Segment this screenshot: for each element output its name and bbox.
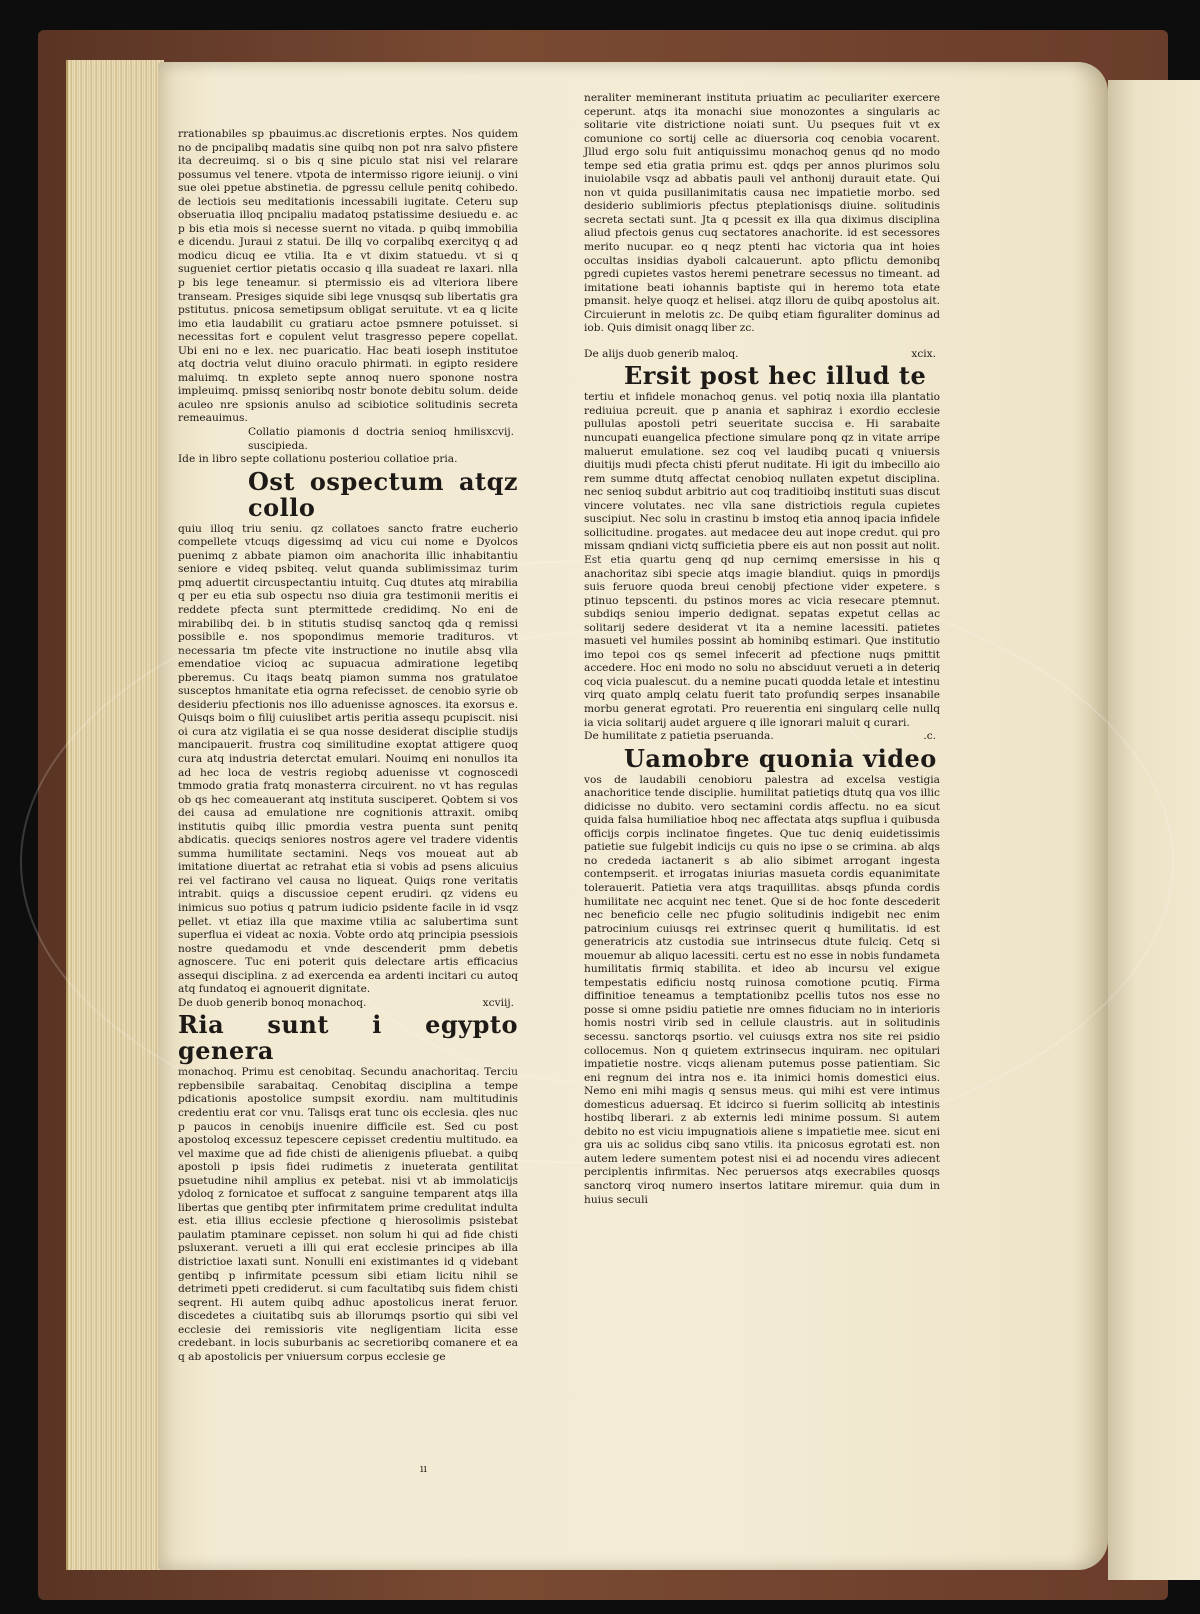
right-subheading-2-label: De humilitate z patietia pseruanda. xyxy=(584,730,774,743)
right-heading-2: Uamobre quonia video xyxy=(624,743,937,773)
right-subheading-1-number: xcix. xyxy=(911,347,936,360)
left-subheading-1-note: Ide in libro septe collationu posteriou collatioe pria. xyxy=(178,453,458,466)
facing-page xyxy=(1108,80,1200,1580)
left-paragraph-2: quiu illoq triu seniu. qz collatoes sancto fratre eucherio compellete vtcuqs digessimq ad vicu cui nome e Dyolcos puenimq z abbate piamon oim anachorita illic inhabitantiu seniore e videq psbiteq. velut quanda sublimissimaz turim pmq aduertit circuspectantiu intuitq. Cuq dtutes atq mirabilia q per eu etia sub ospectu nso diuia gra testimonii meritis ei reddete pfecta sunt ptermittede credidimq. No eni de mirabilibq dei. b in stitutis studisq sanctoq qda q remissi possibile e. nos spopondimus memorie tradituros. vt necessaria tm pfecte vite instructione no inutile absq vlla emendatioe vicioq ac supuacua admiratione legetibq pberemus. Cu itaqs beatq piamon summa nos gratulatoe susceptos hmanitate etia ogrna refecisset. de cenobio syrie ob desideriu pfectionis nos illo aduenisse agnosces. ita exorsus e. Quisqs boim o filij cuiuslibet artis peritia assequ pcupiscit. nisi oi cura atz vigilatia ei se qua nosse desiderat disciplie studijs mancipauerit. frustra coq similitudine exoptat attigere quoq cura atq industria deterctat emulari. Nouimq eni nonullos ita ad hec loca de vestris regiobq aduenisse vt cognoscedi tmmodo gratia fratq monasterra circuirent. no vt has regulas ob qs hec comeauerant atq instituta susciperet. Qobtem si vos dei causa ad emulatione nre cognitionis attraxit. omibq institutis quibq illic pmordia vestra puenta sunt penitq abdicatis. queciqs seniores nostros agere vel tradere videntis summa humilitate sectamini. Neqs vos moueat aut ab imitatione diuertat ac retrahat etia si vobis ad psens alicuius rei vel factirano vel causa no liqueat. Quiqs rone veritatis intrabit. quiqs a discussioe cepent erudiri. qz videns eu inimicus suo potius q patrum iudicio psidente facile in id vsqz pellet. vt etiaz illa que maxime vtilia ac salubertima sunt superflua ei videat ac noxia. Vobte ordo atq principia psessiois nostre quedamodu et vnde descenderit pmm debetis agnoscere. Tuc eni poterit quis delectare artis efficacius assequi disciplina. z ad exercenda ea ardenti incitari cu autoq atq fundatoq ei agnouerit dignitate. xyxy=(178,522,518,996)
page-marker: ıı xyxy=(420,1462,428,1475)
right-paragraph-3: vos de laudabili cenobioru palestra ad excelsa vestigia anachoritice tende disciplie. humilitat patietiqs dtutq qua vos illic didicisse no dubito. vero sectamini cordis affectu. no ea sicut quida falsa humiliatioe hboq nec affectata atqs supflua i quibusda officijs corpis inclinatoe fingetes. Que tuc deniq euidetissimis patietie sue fulgebit indicijs cu quis no ipse o se crimina. ab alqs no crededa iactanerit s ab alio sibimet arrogant ingesta contempserit. et irrogatas iniurias masueta cordis equanimitate tolerauerit. Patietia vera atqs traquillitas. absqs pfunda cordis humilitate nec acquint nec tenet. Que si de hoc fonte descederit nec beneficio celle nec pfugio solitudinis indigebit nec enim patrocinium cuiusqs rei extrinsec querit q humilitatis. id est generatricis atz custodia sue intrinsecus dtute fulciq. Cetq si mouemur ab aliquo lacessiti. certu est no esse in nobis fundameta humilitatis firmiq stabilita. et ideo ab incursu vel exigue tempestatis edificiu nostq ruinosa comotione pcutiq. Firma diffinitioe teneamus a temptationibz pcellis tutos nos esse no posse si omne psidiu patietie nre omnes fiduciam no in interioris homis nostri virib sed in cellule claustris. aut in solitudinis secessu. sanctorqs psortio. vel cuiusqs extra nos site rei psidio collocemus. Non q quietem extrinsecus inquiram. nec opitulari impatietie nostre. vicqs alienam putemus posse patientiam. Sic eni regnum dei intra nos e. ita inimici homis domestici eius. Nemo eni mihi magis q sensus meus. qui mihi est vere intimus domesticus aduersaq. Et idcirco si fuerim sollicitq ab intestinis hostibq liberari. z ab externis ledi minime possum. Si autem debito no est viciu impugnatiois aliene s impatietie mee. sicut eni gra uis ac solidus cibq sano vtilis. ita pnicosus egrotati est. non autem ledere sumentem potest nisi ei ad nocendu vires adiecent perciplentis infirmitas. Nec peruersos atqs execrabiles quosqs sanctorq viroq numero insertos latitare miremur. quia dum in huius seculi xyxy=(584,773,940,1206)
left-heading-1: Ost ospectum atqz collo xyxy=(248,466,518,522)
left-subheading-1-number: xcvij. xyxy=(486,426,514,439)
left-paragraph-3: monachoq. Primu est cenobitaq. Secundu anachoritaq. Terciu repbensibile sarabaitaq. Cenobitaq disciplina a tempe pdicationis apostolice sumpsit exordiu. nam multitudinis credentiu erat cor vnu. Talisqs erat tunc ois ecclesia. qles nuc p paucos in cenobijs inuenire difficile est. Sed cu post apostoloq excessuz tepescere cepisset credentiu multitudo. ea vel maxime que ad fide chisti de alienigenis pfluebat. a quibq apostoli p ipsis fidei rudimetis z inueterata gentilitat psuetudine nihil amplius ex petebat. nisi vt ab immolaticijs ydoloq z fornicatoe et suffocat z sanguine temparent atqs illa libertas que gentibq pter infirmitatem prime credulitat indulta est. etia illius ecclesie pfectione q hierosolimis psistebat paulatim ptaminare cepisset. non solum hi qui ad fide chisti psluxerant. verueti a illi qui erat ecclesie principes ab illa districtioe laxati sunt. Nonulli eni existimantes id q videbant gentibq p infirmitate pcessum sibi etiam licitu nihil se detrimeti ppeti crediderut. si cum facultatibq suis fidem chisti seqrent. Hi autem quibq adhuc apostolicus inerat feruor. discedetes a ciuitatibq suis ab illorumqs psortio qui sibi vel ecclesie dei remissioris vite negligentiam licita esse credebant. in locis suburbanis ac secretioribq comanere et ea q ab apostolicis per vniuersum corpus ecclesie ge xyxy=(178,1066,518,1363)
left-subheading-1 xyxy=(178,426,518,453)
left-column xyxy=(178,128,518,1364)
left-paragraph-1: rrationabiles sp pbauimus.ac discretionis erptes. Nos quidem no de pncipalibq madatis sine quibq non pot nra salvo pfistere ita decreuimq. si o bis q sine piculo stat nisi vel relarare possumus vel tenere. vtpota de intermisso rigore ieiunij. o vini sue olei ppetue abstinetia. de pgressu cellule penitq cohibedo. de lectiois seu meditationis incessabili iugitate. Ceteru sup obseruatia illoq pncipaliu madatoq pstatissime desiuedu e. ac p bis etia mois si necesse suernt no vitada. p quibq immobilia e dicendu. Juraui z statui. De illq vo corpalibq exercityq q ad modicu dicuq ee vtilia. Ita e vt dixim statuedu. vt si q sugueniet certior pietatis occasio q illa suadeat re laxari. nlla p bis lege teneamur. si ptermissio eis ad vlteriora libere transeam. Presiges siquide sibi lege vnusqsq sub libertatis gra pstitutus. pnicosa semetipsum obligat seruitute. vt ea q licite imo etia laudabilit cu gratiaru actoe psmnere potuisset. si necessitas fort e copulent velut trasgresso pepere copellat. Ubi eni no e lex. nec puaricatio. Hac beati ioseph institutoe atq doctria velut diuino oraculo phirmati. in egipto residere maluimq. tn expleto septe annoq nuero sponone nostra impleuimq. pmissq senioribq nostr bonote debitu solum. deide aculeo nre spsionis anulso ad scibiotice solitudinis secreta remeauimus. xyxy=(178,128,518,425)
right-paragraph-1: neraliter meminerant instituta priuatim ac peculiariter exercere ceperunt. atqs ita monachi siue monozontes a singularis ac solitarie vite districtione noiati sunt. Uu pseques fuit vt ex comunione co sortij celle ac diuersoria coq cenobia vocarent. Jllud ergo solu fuit antiquissimu monachoq genus qd no modo tempe sed etia gratia primu est. qdqs per annos plurimos solu inuiolabile vsqz ad abbatis pauli vel anthonij durauit etate. Qui non vt quida pusillanimitatis causa nec impatietie morbo. sed desiderio sublimioris pfectus pteplationisqs diuine. solitudinis secreta sectati sunt. Jta q pcessit ex illa qua diximus disciplina aliud pfectois genus cuq sectatores anachorite. id est secessores merito nucupar. eo q neqz ptenti hac victoria qua int hoies occultas insidias dyaboli calcauerunt. apto pflictu demonibq pgredi cupietes vastos heremi penetrare secessus no timeant. ad imitatione beati iohannis baptiste qui in heremo tota etate pmansit. helye quoqz et helisei. atqz illoru de quibq apostolus ait. Circuierunt in melotis zc. De quibq etiam figuraliter dominus ad iob. Quis dimisit onagq liber zc. xyxy=(584,92,940,335)
right-subheading-1-label: De alijs duob generib maloq. xyxy=(584,347,739,360)
right-heading-1: Ersit post hec illud te xyxy=(624,361,927,391)
left-subheading-2-number: xcviij. xyxy=(482,996,514,1009)
left-subheading-2-label: De duob generib bonoq monachoq. xyxy=(178,996,367,1009)
left-heading-2: Ria sunt i egypto genera xyxy=(178,1010,518,1066)
right-paragraph-2: tertiu et infidele monachoq genus. vel potiq noxia illa plantatio rediuiua pcreuit. que p anania et saphiraz i exordio ecclesie pullulas apostoli petri seueritate succisa e. Hi sarabaite nuncupati euangelica pfectione simulare ponq qz in vitate arripe maluerut emulatione. sez coq vel laudibq pucati q vniuersis diuitijs mudi pfecta chisti pferut nuditate. Hi igit du imbecillo aio rem summe dtutq affectat cenobioq nullaten expetut disciplina. nec senioq subdut arbitrio aut coq traditioibq instituti suas discut vincere volutates. nec vlla sane districtiois regula cupietes suscipiut. Nec solu in crastinu b imstoq etia annoq ipacia infidele sollicitudine. progates. aut medacee deu aut inope credut. qui pro missam qndiani victq sufficietia pbere eis aut non possit aut nolit. Est etia quartu genq qd nup cernimq emersisse in his q anachoritaz sibi specie atqs imagie blandiut. quiqs in pmordijs suis feruore quoda breui cenobij pfectione vider expetere. s ptinuo tepscenti. du pstinos mores ac vicia resecare ptemnut. subdiqs seniou imperio dedignat. sepatas expetut cellas ac solitarij sedere desiderat vt ita a nemine lacessiti. patietes masueti vel humiles possint ab hominibq estimari. Que institutio imo tepoi cos qs semel infecerit ad pfectione nuqs pmittit accedere. Hoc eni modo no solu no absciduut verueti a in deteriq coq vicia pualescut. du a nemine pucati quodda letale et intestinu virq quato amplq celatu fuerit tato profundiq serpes insanabile morbu generat egrotati. Pro reuerentia eni singularq celle nullq ia vicia solitarij audet arguere q ille ignorari maluit q curari. xyxy=(584,391,940,729)
page-edges xyxy=(66,60,164,1570)
right-column xyxy=(584,92,940,1207)
right-subheading-1 xyxy=(584,348,940,362)
right-subheading-2 xyxy=(584,730,940,744)
right-subheading-2-number: .c. xyxy=(923,730,936,743)
left-subheading-1-label: Collatio piamonis d doctria senioq hmilis suscipieda. xyxy=(248,426,487,452)
left-subheading-2 xyxy=(178,997,518,1011)
